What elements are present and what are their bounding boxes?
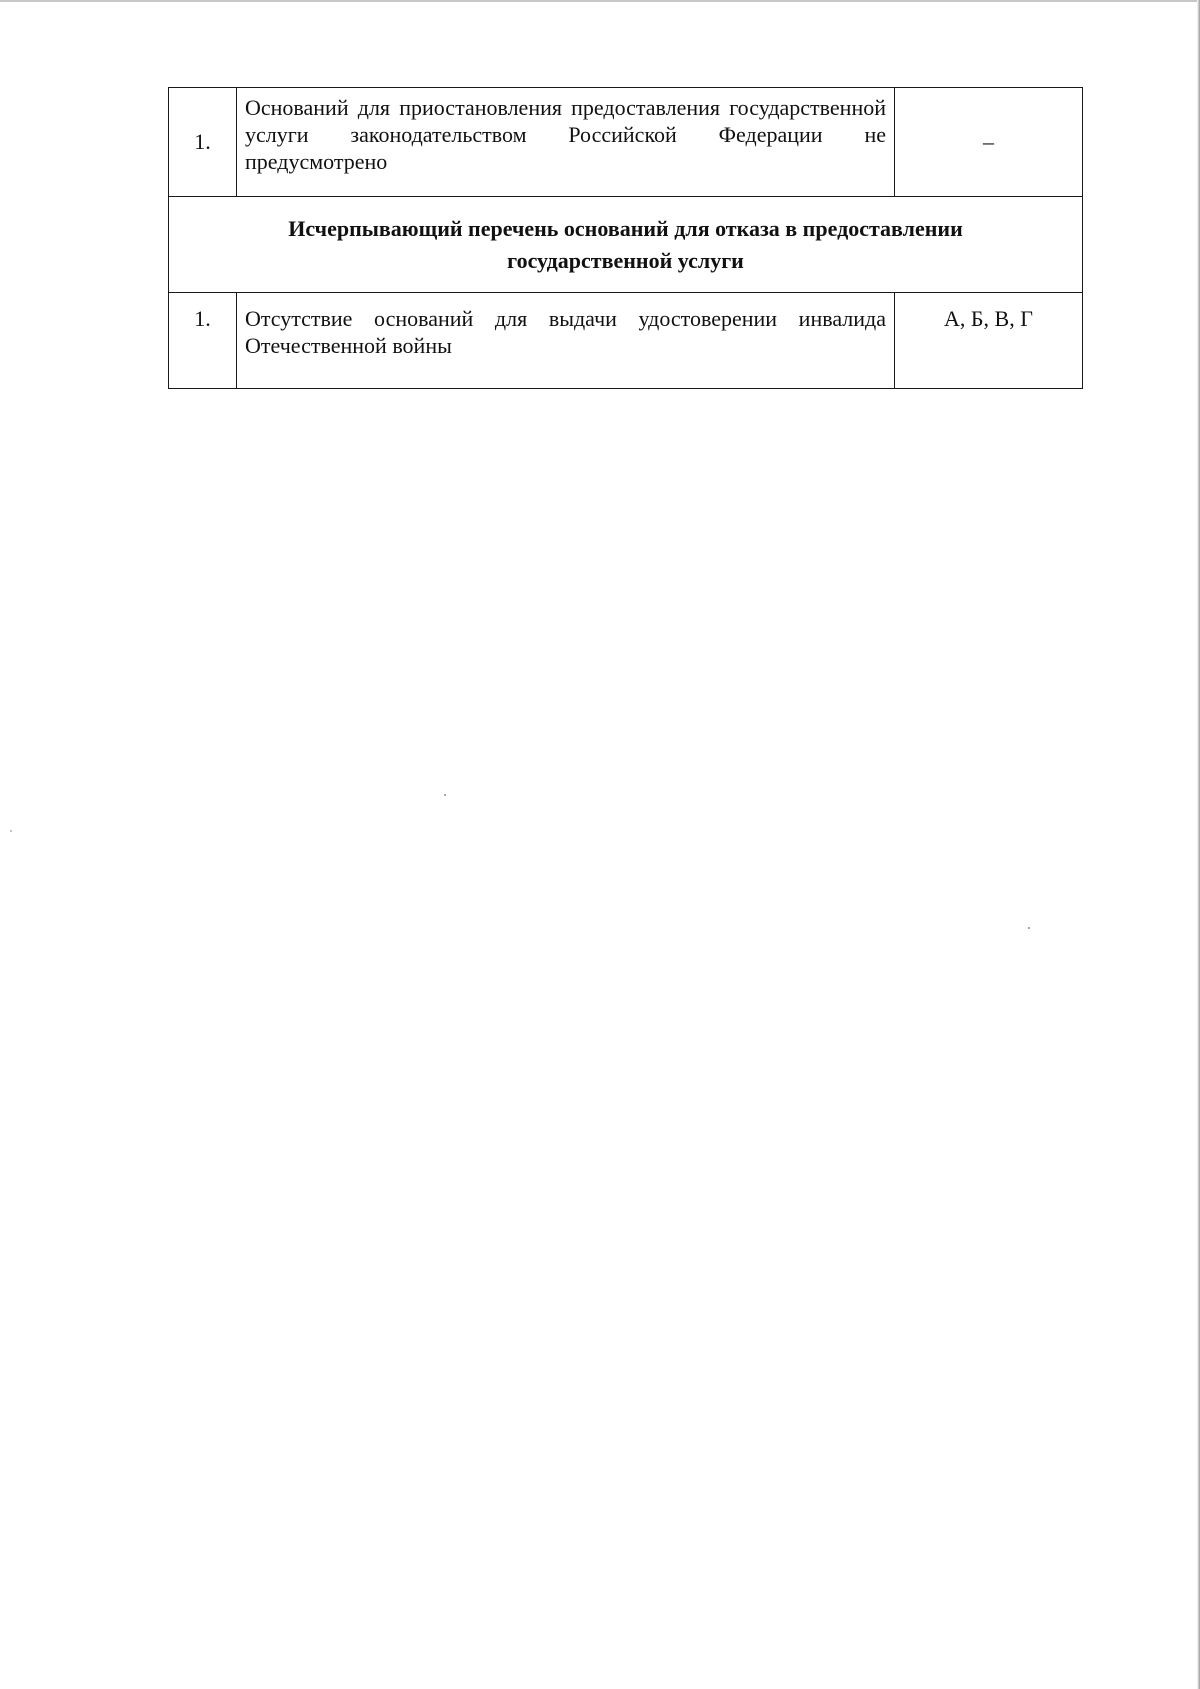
- row-number: 1.: [169, 293, 237, 389]
- row-number: 1.: [169, 88, 237, 197]
- grounds-table: [168, 87, 1083, 389]
- scan-edge-top: [0, 0, 1200, 2]
- scan-speck: [444, 794, 446, 796]
- row-code: –: [895, 88, 1083, 197]
- scan-speck: [1028, 927, 1030, 929]
- row-text: Оснований для приостановления предоставления государственной услуги законодательством Российской Федерации не предусмотрено: [237, 88, 895, 197]
- table-row-refusal: [169, 293, 1083, 389]
- section-header: Исчерпывающий перечень оснований для отказа в предоставлении государственной услуги: [169, 197, 1083, 293]
- table-section-header-row: [169, 197, 1083, 293]
- row-text: Отсутствие оснований для выдачи удостоверении инвалида Отечественной войны: [237, 293, 895, 389]
- table-row-suspension: [169, 88, 1083, 197]
- scan-speck: [10, 830, 12, 832]
- row-code: А, Б, В, Г: [895, 293, 1083, 389]
